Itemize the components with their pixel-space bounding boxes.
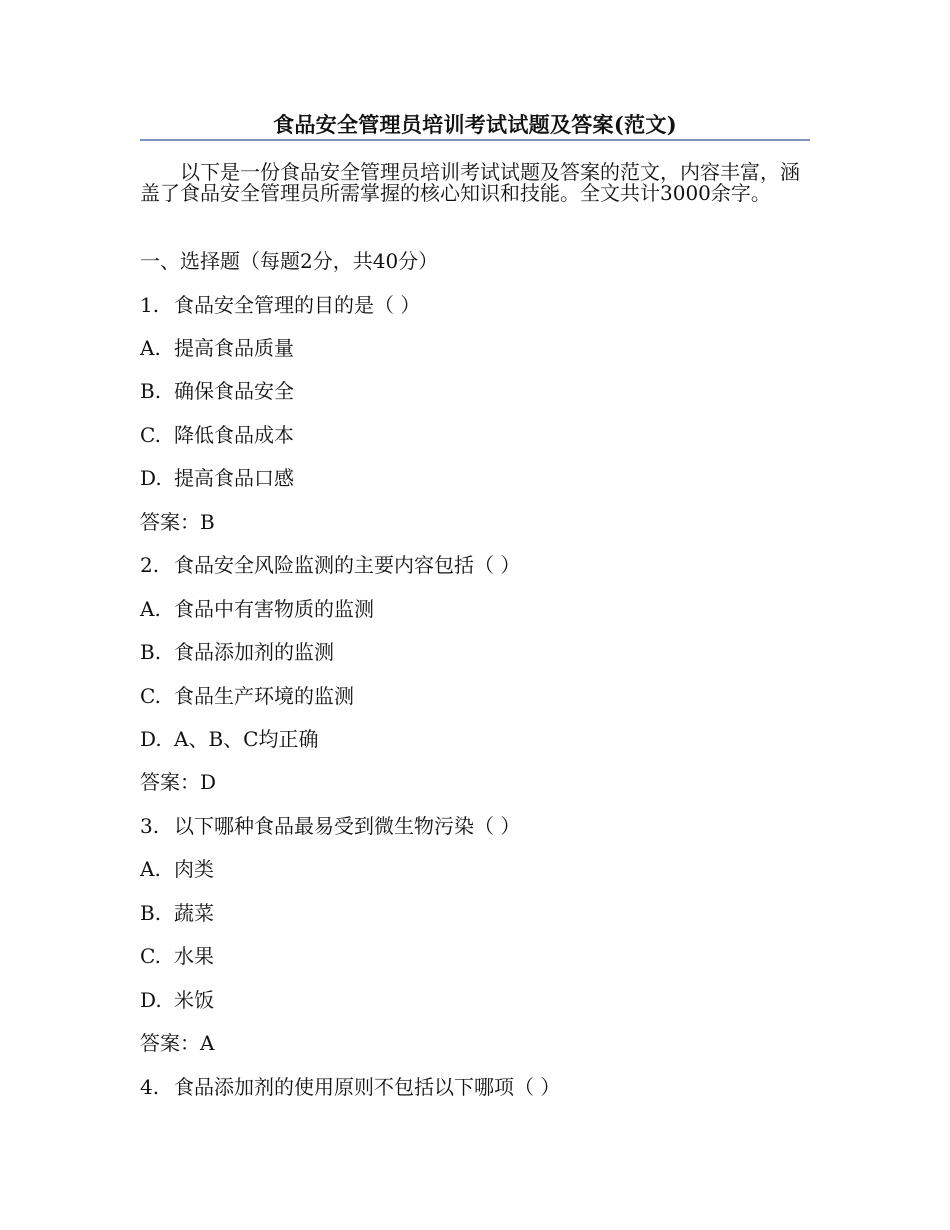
option-text: 米饭 [174, 988, 214, 1012]
option-letter: C. [140, 944, 161, 968]
document-title: 食品安全管理员培训考试试题及答案(范文) [273, 112, 677, 137]
option-d [140, 465, 294, 491]
option-letter: A. [140, 597, 161, 621]
option-d [140, 987, 214, 1013]
option-b [140, 378, 294, 404]
option-d [140, 726, 318, 752]
question-number: 1. [140, 293, 160, 317]
option-letter: D. [140, 727, 162, 751]
option-b [140, 900, 214, 926]
answer-line: 答案：D [140, 770, 217, 794]
option-letter: A. [140, 857, 161, 881]
question-4 [140, 1074, 560, 1100]
option-b [140, 639, 334, 665]
question-text: 食品添加剂的使用原则不包括以下哪项（ ） [174, 1075, 561, 1099]
question-text: 食品安全风险监测的主要内容包括（ ） [174, 553, 521, 577]
option-text: 食品中有害物质的监测 [174, 597, 374, 621]
option-a [140, 596, 374, 622]
option-text: 食品生产环境的监测 [174, 684, 354, 708]
title-underline [140, 139, 810, 141]
question-text: 以下哪种食品最易受到微生物污染（ ） [174, 814, 521, 838]
option-text: 肉类 [174, 857, 214, 881]
intro-paragraph: 以下是一份食品安全管理员培训考试试题及答案的范文，内容丰富，涵盖了食品安全管理员所需掌握的核心知识和技能。全文共计3000余字。 [140, 160, 800, 205]
question-number: 3. [140, 814, 160, 838]
option-text: 确保食品安全 [174, 379, 294, 403]
option-text: 提高食品质量 [174, 336, 294, 360]
option-letter: B. [140, 640, 162, 664]
option-a [140, 335, 294, 361]
answer-line: 答案：B [140, 510, 215, 534]
option-letter: C. [140, 684, 161, 708]
answer-line: 答案：A [140, 1031, 215, 1055]
option-c [140, 422, 294, 448]
option-text: 提高食品口感 [174, 466, 294, 490]
option-text: 水果 [174, 944, 214, 968]
option-letter: B. [140, 379, 162, 403]
option-letter: B. [140, 901, 162, 925]
question-3 [140, 813, 520, 839]
question-number: 2. [140, 553, 160, 577]
option-a [140, 856, 214, 882]
question-number: 4. [140, 1075, 160, 1099]
question-text: 食品安全管理的目的是（ ） [174, 293, 421, 317]
section-heading: 一、选择题（每题2分，共40分） [140, 249, 439, 273]
option-text: A、B、C均正确 [174, 727, 319, 751]
option-text: 蔬菜 [174, 901, 214, 925]
option-letter: D. [140, 466, 162, 490]
option-letter: C. [140, 423, 161, 447]
question-2 [140, 552, 520, 578]
option-letter: A. [140, 336, 161, 360]
option-c [140, 683, 354, 709]
option-c [140, 943, 214, 969]
option-letter: D. [140, 988, 162, 1012]
option-text: 降低食品成本 [174, 423, 294, 447]
option-text: 食品添加剂的监测 [174, 640, 334, 664]
question-1 [140, 292, 420, 318]
